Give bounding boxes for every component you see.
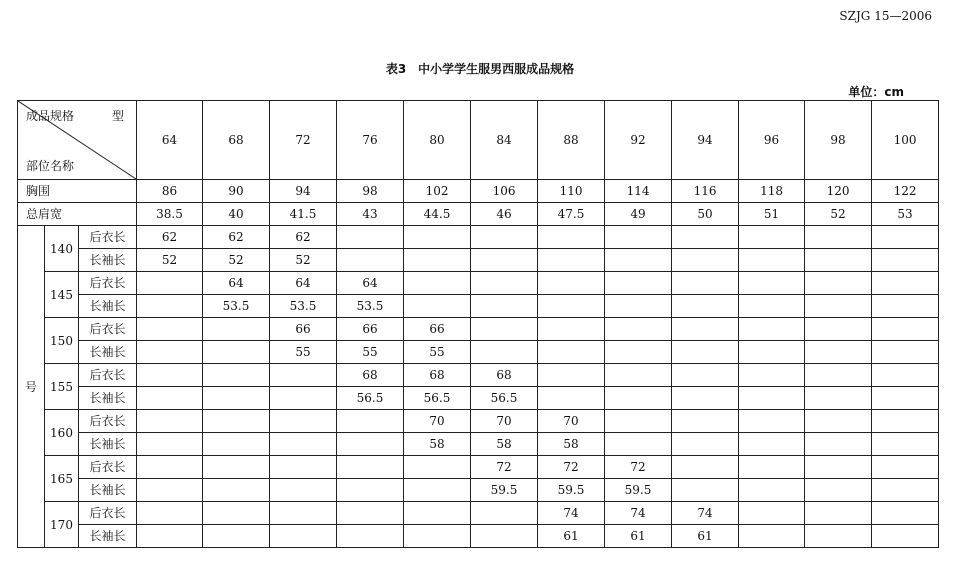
back-length-value-cell: [739, 502, 805, 525]
sleeve-length-value-cell: [672, 479, 739, 502]
height-cell: 170: [45, 502, 79, 548]
sleeve-length-row: [18, 433, 939, 456]
sleeve-length-value-cell: 55: [337, 341, 404, 364]
sleeve-length-value-cell: 59.5: [605, 479, 672, 502]
shoulder-value-cell: 46: [471, 203, 538, 226]
back-length-label: 后衣长: [79, 502, 137, 525]
sleeve-length-value-cell: [404, 295, 471, 318]
sleeve-length-value-cell: 58: [404, 433, 471, 456]
back-length-value-cell: [203, 456, 270, 479]
shoulder-value-cell: 47.5: [538, 203, 605, 226]
back-length-row: [18, 502, 939, 525]
back-length-value-cell: 66: [404, 318, 471, 341]
back-length-value-cell: [270, 364, 337, 387]
back-length-value-cell: [672, 456, 739, 479]
chest-label: 胸围: [18, 180, 137, 203]
back-length-value-cell: 66: [337, 318, 404, 341]
back-length-value-cell: [203, 364, 270, 387]
back-length-value-cell: 74: [672, 502, 739, 525]
back-length-row: [18, 364, 939, 387]
sleeve-length-value-cell: [805, 341, 872, 364]
sleeve-length-label: 长袖长: [79, 525, 137, 548]
back-length-value-cell: [404, 272, 471, 295]
back-length-value-cell: [538, 272, 605, 295]
chest-value-cell: 102: [404, 180, 471, 203]
back-length-value-cell: [605, 272, 672, 295]
sleeve-length-value-cell: [203, 387, 270, 410]
sleeve-length-value-cell: [538, 387, 605, 410]
shoulder-value-cell: 40: [203, 203, 270, 226]
sleeve-length-value-cell: [471, 525, 538, 548]
sleeve-length-value-cell: 53.5: [337, 295, 404, 318]
back-length-value-cell: [805, 502, 872, 525]
chest-value-cell: 86: [137, 180, 203, 203]
sleeve-length-value-cell: [672, 387, 739, 410]
sleeve-length-value-cell: [605, 387, 672, 410]
corner-type-label: 型: [112, 109, 125, 123]
sleeve-length-value-cell: [471, 249, 538, 272]
back-length-value-cell: 62: [270, 226, 337, 249]
type-header-cell: 98: [805, 101, 872, 180]
table-title: 表3 中小学学生服男西服成品规格: [385, 62, 575, 76]
shoulder-row: [18, 203, 939, 226]
back-length-value-cell: 72: [605, 456, 672, 479]
sleeve-length-value-cell: [270, 433, 337, 456]
back-length-value-cell: [672, 410, 739, 433]
sleeve-length-value-cell: 55: [404, 341, 471, 364]
back-length-value-cell: [404, 226, 471, 249]
back-length-value-cell: 64: [337, 272, 404, 295]
back-length-value-cell: [739, 456, 805, 479]
sleeve-length-value-cell: [203, 525, 270, 548]
back-length-value-cell: [872, 410, 939, 433]
sleeve-length-value-cell: [872, 525, 939, 548]
back-length-value-cell: 62: [137, 226, 203, 249]
sleeve-length-value-cell: 61: [605, 525, 672, 548]
back-length-value-cell: [404, 502, 471, 525]
back-length-value-cell: 72: [538, 456, 605, 479]
sleeve-length-value-cell: [337, 525, 404, 548]
sleeve-length-value-cell: [137, 387, 203, 410]
back-length-value-cell: [137, 502, 203, 525]
back-length-value-cell: [672, 272, 739, 295]
sleeve-length-value-cell: [203, 433, 270, 456]
sleeve-length-value-cell: [471, 341, 538, 364]
sleeve-length-value-cell: [404, 479, 471, 502]
sleeve-length-value-cell: [739, 387, 805, 410]
shoulder-value-cell: 43: [337, 203, 404, 226]
sleeve-length-value-cell: [805, 387, 872, 410]
sleeve-length-value-cell: [337, 249, 404, 272]
sleeve-length-value-cell: [337, 479, 404, 502]
back-length-value-cell: [872, 364, 939, 387]
sleeve-length-value-cell: [203, 479, 270, 502]
sleeve-length-value-cell: 52: [203, 249, 270, 272]
back-length-value-cell: 68: [471, 364, 538, 387]
sleeve-length-value-cell: [805, 295, 872, 318]
back-length-value-cell: [203, 318, 270, 341]
back-length-value-cell: 62: [203, 226, 270, 249]
sleeve-length-value-cell: [404, 249, 471, 272]
back-length-value-cell: 68: [337, 364, 404, 387]
sleeve-length-value-cell: [203, 341, 270, 364]
sleeve-length-value-cell: [471, 295, 538, 318]
back-length-value-cell: [538, 226, 605, 249]
back-length-value-cell: [805, 318, 872, 341]
sleeve-length-value-cell: [739, 479, 805, 502]
back-length-value-cell: [471, 226, 538, 249]
type-header-cell: 100: [872, 101, 939, 180]
back-length-value-cell: 66: [270, 318, 337, 341]
corner-part-label: 部位名称: [26, 159, 75, 173]
shoulder-value-cell: 52: [805, 203, 872, 226]
back-length-value-cell: [203, 502, 270, 525]
back-length-value-cell: 70: [538, 410, 605, 433]
sleeve-length-value-cell: 58: [538, 433, 605, 456]
type-header-cell: 96: [739, 101, 805, 180]
sleeve-length-row: [18, 525, 939, 548]
back-length-value-cell: [137, 318, 203, 341]
sleeve-length-value-cell: 55: [270, 341, 337, 364]
sleeve-length-label: 长袖长: [79, 295, 137, 318]
back-length-label: 后衣长: [79, 410, 137, 433]
sleeve-length-value-cell: [805, 433, 872, 456]
back-length-label: 后衣长: [79, 318, 137, 341]
shoulder-label: 总肩宽: [18, 203, 137, 226]
chest-value-cell: 90: [203, 180, 270, 203]
spec-table: [17, 100, 939, 548]
sleeve-length-value-cell: [672, 249, 739, 272]
back-length-label: 后衣长: [79, 364, 137, 387]
sleeve-length-value-cell: [739, 295, 805, 318]
chest-value-cell: 110: [538, 180, 605, 203]
sleeve-length-value-cell: 61: [538, 525, 605, 548]
shoulder-value-cell: 41.5: [270, 203, 337, 226]
back-length-value-cell: [471, 318, 538, 341]
chest-value-cell: 114: [605, 180, 672, 203]
back-length-value-cell: [739, 410, 805, 433]
sleeve-length-value-cell: [538, 295, 605, 318]
back-length-value-cell: 70: [471, 410, 538, 433]
chest-value-cell: 122: [872, 180, 939, 203]
back-length-value-cell: 74: [538, 502, 605, 525]
back-length-row: [18, 410, 939, 433]
chest-value-cell: 118: [739, 180, 805, 203]
corner-spec-label: 成品规格: [26, 109, 75, 123]
sleeve-length-label: 长袖长: [79, 479, 137, 502]
back-length-value-cell: 70: [404, 410, 471, 433]
back-length-value-cell: [337, 226, 404, 249]
height-cell: 140: [45, 226, 79, 272]
back-length-value-cell: [739, 226, 805, 249]
sleeve-length-value-cell: 56.5: [337, 387, 404, 410]
back-length-value-cell: [805, 272, 872, 295]
sleeve-length-value-cell: 56.5: [404, 387, 471, 410]
sleeve-length-value-cell: [538, 341, 605, 364]
sleeve-length-value-cell: [672, 341, 739, 364]
back-length-value-cell: [337, 456, 404, 479]
chest-value-cell: 98: [337, 180, 404, 203]
type-header-cell: 94: [672, 101, 739, 180]
back-length-row: [18, 226, 939, 249]
sleeve-length-row: [18, 295, 939, 318]
sleeve-length-value-cell: [672, 433, 739, 456]
sleeve-length-row: [18, 341, 939, 364]
back-length-value-cell: [471, 502, 538, 525]
back-length-row: [18, 456, 939, 479]
shoulder-value-cell: 51: [739, 203, 805, 226]
sleeve-length-value-cell: [872, 387, 939, 410]
sleeve-length-value-cell: [605, 433, 672, 456]
back-length-value-cell: [538, 318, 605, 341]
sleeve-length-value-cell: [805, 525, 872, 548]
sleeve-length-value-cell: 56.5: [471, 387, 538, 410]
back-length-value-cell: [404, 456, 471, 479]
back-length-value-cell: [872, 318, 939, 341]
back-length-value-cell: [137, 272, 203, 295]
back-length-value-cell: [672, 226, 739, 249]
back-length-value-cell: [605, 364, 672, 387]
sleeve-length-value-cell: [739, 341, 805, 364]
back-length-value-cell: 72: [471, 456, 538, 479]
back-length-value-cell: [739, 272, 805, 295]
height-cell: 160: [45, 410, 79, 456]
sleeve-length-value-cell: 53.5: [203, 295, 270, 318]
sleeve-length-value-cell: [137, 295, 203, 318]
back-length-value-cell: [270, 456, 337, 479]
type-header-cell: 72: [270, 101, 337, 180]
sleeve-length-value-cell: [872, 249, 939, 272]
back-length-value-cell: [337, 410, 404, 433]
back-length-value-cell: [137, 410, 203, 433]
sleeve-length-label: 长袖长: [79, 387, 137, 410]
sleeve-length-value-cell: [605, 249, 672, 272]
chest-value-cell: 106: [471, 180, 538, 203]
back-length-value-cell: [739, 364, 805, 387]
back-length-value-cell: 74: [605, 502, 672, 525]
chest-value-cell: 120: [805, 180, 872, 203]
sleeve-length-value-cell: 53.5: [270, 295, 337, 318]
back-length-value-cell: 68: [404, 364, 471, 387]
type-header-cell: 64: [137, 101, 203, 180]
back-length-value-cell: [805, 226, 872, 249]
back-length-value-cell: [605, 226, 672, 249]
type-header-cell: 84: [471, 101, 538, 180]
sleeve-length-row: [18, 387, 939, 410]
sleeve-length-label: 长袖长: [79, 433, 137, 456]
header-row: [18, 101, 939, 180]
back-length-value-cell: [872, 502, 939, 525]
sleeve-length-value-cell: 58: [471, 433, 538, 456]
sleeve-length-value-cell: 59.5: [471, 479, 538, 502]
back-length-value-cell: [270, 502, 337, 525]
back-length-label: 后衣长: [79, 272, 137, 295]
back-length-value-cell: [137, 456, 203, 479]
back-length-value-cell: [471, 272, 538, 295]
back-length-value-cell: [137, 364, 203, 387]
sleeve-length-value-cell: [337, 433, 404, 456]
sleeve-length-value-cell: [605, 341, 672, 364]
sleeve-length-value-cell: [805, 249, 872, 272]
height-cell: 165: [45, 456, 79, 502]
back-length-row: [18, 318, 939, 341]
chest-value-cell: 116: [672, 180, 739, 203]
back-length-value-cell: [605, 318, 672, 341]
back-length-value-cell: [605, 410, 672, 433]
back-length-value-cell: [672, 364, 739, 387]
shoulder-value-cell: 38.5: [137, 203, 203, 226]
sleeve-length-value-cell: [672, 295, 739, 318]
back-length-value-cell: [805, 410, 872, 433]
sleeve-length-value-cell: [270, 479, 337, 502]
type-header-cell: 88: [538, 101, 605, 180]
sleeve-length-value-cell: [270, 525, 337, 548]
sleeve-length-value-cell: [739, 525, 805, 548]
sleeve-length-value-cell: 52: [270, 249, 337, 272]
group-label: 号: [18, 226, 45, 548]
back-length-value-cell: [672, 318, 739, 341]
sleeve-length-value-cell: [872, 433, 939, 456]
sleeve-length-value-cell: [872, 479, 939, 502]
chest-row: [18, 180, 939, 203]
back-length-label: 后衣长: [79, 226, 137, 249]
shoulder-value-cell: 50: [672, 203, 739, 226]
sleeve-length-label: 长袖长: [79, 341, 137, 364]
sleeve-length-value-cell: [872, 341, 939, 364]
back-length-value-cell: [203, 410, 270, 433]
sleeve-length-row: [18, 249, 939, 272]
height-cell: 150: [45, 318, 79, 364]
sleeve-length-value-cell: [404, 525, 471, 548]
sleeve-length-value-cell: [872, 295, 939, 318]
sleeve-length-value-cell: [538, 249, 605, 272]
back-length-value-cell: 64: [270, 272, 337, 295]
sleeve-length-value-cell: 59.5: [538, 479, 605, 502]
sleeve-length-value-cell: [805, 479, 872, 502]
back-length-value-cell: 64: [203, 272, 270, 295]
sleeve-length-value-cell: 52: [137, 249, 203, 272]
sleeve-length-value-cell: [137, 479, 203, 502]
back-length-label: 后衣长: [79, 456, 137, 479]
unit-label: 单位：cm: [848, 85, 904, 99]
back-length-row: [18, 272, 939, 295]
sleeve-length-label: 长袖长: [79, 249, 137, 272]
type-header-cell: 68: [203, 101, 270, 180]
sleeve-length-value-cell: [137, 525, 203, 548]
type-header-cell: 80: [404, 101, 471, 180]
back-length-value-cell: [872, 272, 939, 295]
sleeve-length-value-cell: 61: [672, 525, 739, 548]
sleeve-length-value-cell: [137, 341, 203, 364]
back-length-value-cell: [872, 226, 939, 249]
height-cell: 155: [45, 364, 79, 410]
back-length-value-cell: [538, 364, 605, 387]
type-header-cell: 76: [337, 101, 404, 180]
sleeve-length-value-cell: [739, 249, 805, 272]
document-code: SZJG 15—2006: [839, 9, 932, 23]
sleeve-length-value-cell: [605, 295, 672, 318]
back-length-value-cell: [805, 456, 872, 479]
sleeve-length-value-cell: [137, 433, 203, 456]
back-length-value-cell: [270, 410, 337, 433]
shoulder-value-cell: 53: [872, 203, 939, 226]
sleeve-length-value-cell: [270, 387, 337, 410]
shoulder-value-cell: 44.5: [404, 203, 471, 226]
back-length-value-cell: [872, 456, 939, 479]
back-length-value-cell: [739, 318, 805, 341]
chest-value-cell: 94: [270, 180, 337, 203]
sleeve-length-value-cell: [739, 433, 805, 456]
sleeve-length-row: [18, 479, 939, 502]
corner-cell: [18, 101, 137, 180]
back-length-value-cell: [337, 502, 404, 525]
back-length-value-cell: [805, 364, 872, 387]
height-cell: 145: [45, 272, 79, 318]
shoulder-value-cell: 49: [605, 203, 672, 226]
type-header-cell: 92: [605, 101, 672, 180]
